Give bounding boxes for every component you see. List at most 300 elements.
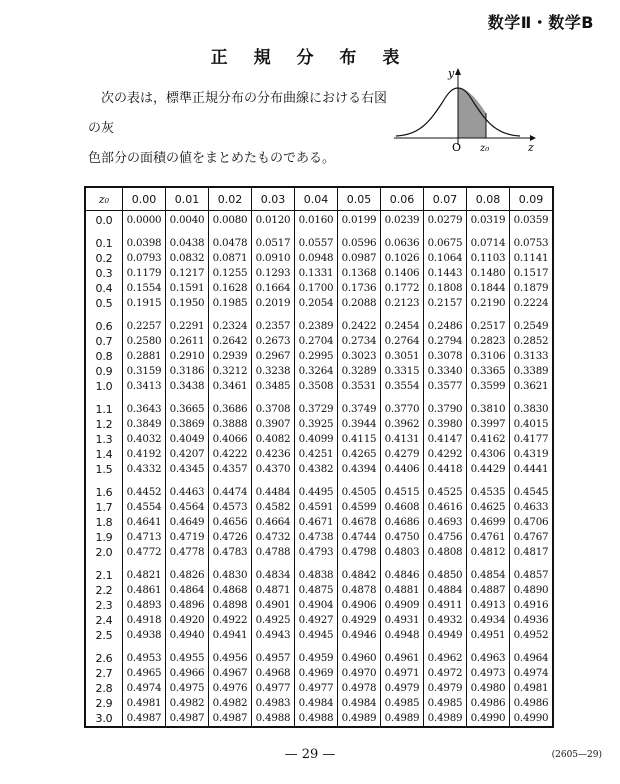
value-cell: 0.1808 <box>424 281 467 296</box>
value-cell: 0.3438 <box>166 379 209 394</box>
value-cell: 0.4990 <box>467 711 510 727</box>
value-cell: 0.4964 <box>510 643 554 666</box>
value-cell: 0.0948 <box>295 251 338 266</box>
value-cell: 0.3907 <box>252 417 295 432</box>
table-row <box>85 643 553 666</box>
value-cell: 0.4981 <box>123 696 166 711</box>
value-cell: 0.2517 <box>467 311 510 334</box>
value-cell: 0.4940 <box>166 628 209 643</box>
origin-label: O <box>452 141 462 154</box>
value-cell: 0.4986 <box>467 696 510 711</box>
z0-cell: 0.0 <box>85 211 123 229</box>
value-cell: 0.0517 <box>252 228 295 251</box>
z0-cell: 0.4 <box>85 281 123 296</box>
table-row <box>85 349 553 364</box>
value-cell: 0.3413 <box>123 379 166 394</box>
table-row <box>85 583 553 598</box>
value-cell: 0.3315 <box>381 364 424 379</box>
value-cell: 0.4306 <box>467 447 510 462</box>
value-cell: 0.4761 <box>467 530 510 545</box>
value-cell: 0.4664 <box>252 515 295 530</box>
value-cell: 0.0438 <box>166 228 209 251</box>
table-header-row <box>85 187 553 211</box>
column-header: 0.05 <box>338 187 381 211</box>
value-cell: 0.4599 <box>338 500 381 515</box>
value-cell: 0.1700 <box>295 281 338 296</box>
value-cell: 0.1915 <box>123 296 166 311</box>
value-cell: 0.4251 <box>295 447 338 462</box>
value-cell: 0.4830 <box>209 560 252 583</box>
value-cell: 0.4868 <box>209 583 252 598</box>
table-row <box>85 477 553 500</box>
value-cell: 0.4978 <box>338 681 381 696</box>
value-cell: 0.2910 <box>166 349 209 364</box>
table-row <box>85 417 553 432</box>
value-cell: 0.4671 <box>295 515 338 530</box>
table-row <box>85 211 553 229</box>
table-row <box>85 394 553 417</box>
value-cell: 0.4976 <box>209 681 252 696</box>
value-cell: 0.4115 <box>338 432 381 447</box>
z0-cell: 1.0 <box>85 379 123 394</box>
value-cell: 0.4222 <box>209 447 252 462</box>
value-cell: 0.4951 <box>467 628 510 643</box>
value-cell: 0.2324 <box>209 311 252 334</box>
value-cell: 0.4192 <box>123 447 166 462</box>
value-cell: 0.0753 <box>510 228 554 251</box>
value-cell: 0.4484 <box>252 477 295 500</box>
value-cell: 0.4535 <box>467 477 510 500</box>
subject-header: 数学Ⅱ・数学B <box>487 13 594 32</box>
table-row <box>85 266 553 281</box>
value-cell: 0.4949 <box>424 628 467 643</box>
value-cell: 0.4826 <box>166 560 209 583</box>
value-cell: 0.3749 <box>338 394 381 417</box>
z0-cell: 0.9 <box>85 364 123 379</box>
value-cell: 0.4927 <box>295 613 338 628</box>
value-cell: 0.2823 <box>467 334 510 349</box>
value-cell: 0.2580 <box>123 334 166 349</box>
table-row <box>85 334 553 349</box>
z0-cell: 2.6 <box>85 643 123 666</box>
value-cell: 0.3577 <box>424 379 467 394</box>
value-cell: 0.4959 <box>295 643 338 666</box>
value-cell: 0.1844 <box>467 281 510 296</box>
z0-cell: 1.6 <box>85 477 123 500</box>
value-cell: 0.4918 <box>123 613 166 628</box>
value-cell: 0.4783 <box>209 545 252 560</box>
value-cell: 0.4931 <box>381 613 424 628</box>
value-cell: 0.4834 <box>252 560 295 583</box>
value-cell: 0.3078 <box>424 349 467 364</box>
value-cell: 0.2995 <box>295 349 338 364</box>
value-cell: 0.0160 <box>295 211 338 229</box>
value-cell: 0.2549 <box>510 311 554 334</box>
value-cell: 0.3289 <box>338 364 381 379</box>
value-cell: 0.3830 <box>510 394 554 417</box>
table-row <box>85 681 553 696</box>
value-cell: 0.3643 <box>123 394 166 417</box>
value-cell: 0.1591 <box>166 281 209 296</box>
value-cell: 0.1443 <box>424 266 467 281</box>
value-cell: 0.0239 <box>381 211 424 229</box>
value-cell: 0.4641 <box>123 515 166 530</box>
value-cell: 0.1026 <box>381 251 424 266</box>
z0-cell: 0.3 <box>85 266 123 281</box>
y-axis-label: y <box>448 67 455 80</box>
value-cell: 0.3508 <box>295 379 338 394</box>
value-cell: 0.0714 <box>467 228 510 251</box>
value-cell: 0.3186 <box>166 364 209 379</box>
value-cell: 0.3790 <box>424 394 467 417</box>
z0-cell: 0.7 <box>85 334 123 349</box>
value-cell: 0.3340 <box>424 364 467 379</box>
value-cell: 0.4732 <box>252 530 295 545</box>
value-cell: 0.4573 <box>209 500 252 515</box>
value-cell: 0.4989 <box>424 711 467 727</box>
value-cell: 0.4032 <box>123 432 166 447</box>
value-cell: 0.4686 <box>381 515 424 530</box>
description <box>88 84 388 174</box>
value-cell: 0.1517 <box>510 266 554 281</box>
value-cell: 0.3159 <box>123 364 166 379</box>
value-cell: 0.4812 <box>467 545 510 560</box>
z0-cell: 1.2 <box>85 417 123 432</box>
value-cell: 0.3133 <box>510 349 554 364</box>
z0-cell: 1.5 <box>85 462 123 477</box>
table-row <box>85 447 553 462</box>
description-line-1: 次の表は，標準正規分布の分布曲線における右図の灰 <box>88 91 388 136</box>
value-cell: 0.1217 <box>166 266 209 281</box>
value-cell: 0.4981 <box>510 681 554 696</box>
value-cell: 0.2291 <box>166 311 209 334</box>
value-cell: 0.3365 <box>467 364 510 379</box>
normal-distribution-figure <box>390 65 540 155</box>
value-cell: 0.1406 <box>381 266 424 281</box>
value-cell: 0.1664 <box>252 281 295 296</box>
value-cell: 0.2019 <box>252 296 295 311</box>
table-row <box>85 432 553 447</box>
table-row <box>85 598 553 613</box>
value-cell: 0.0199 <box>338 211 381 229</box>
table-row <box>85 628 553 643</box>
value-cell: 0.4957 <box>252 643 295 666</box>
value-cell: 0.4803 <box>381 545 424 560</box>
value-cell: 0.2190 <box>467 296 510 311</box>
value-cell: 0.0120 <box>252 211 295 229</box>
value-cell: 0.4279 <box>381 447 424 462</box>
value-cell: 0.4429 <box>467 462 510 477</box>
value-cell: 0.4418 <box>424 462 467 477</box>
value-cell: 0.4564 <box>166 500 209 515</box>
value-cell: 0.4896 <box>166 598 209 613</box>
value-cell: 0.3621 <box>510 379 554 394</box>
value-cell: 0.4265 <box>338 447 381 462</box>
value-cell: 0.4846 <box>381 560 424 583</box>
value-cell: 0.4857 <box>510 560 554 583</box>
column-header: 0.08 <box>467 187 510 211</box>
value-cell: 0.4049 <box>166 432 209 447</box>
value-cell: 0.4864 <box>166 583 209 598</box>
value-cell: 0.0080 <box>209 211 252 229</box>
value-cell: 0.4616 <box>424 500 467 515</box>
z0-cell: 2.8 <box>85 681 123 696</box>
value-cell: 0.4808 <box>424 545 467 560</box>
table-row <box>85 228 553 251</box>
value-cell: 0.1480 <box>467 266 510 281</box>
shaded-area <box>458 88 486 138</box>
value-cell: 0.2357 <box>252 311 295 334</box>
value-cell: 0.4961 <box>381 643 424 666</box>
value-cell: 0.2967 <box>252 349 295 364</box>
value-cell: 0.3944 <box>338 417 381 432</box>
value-cell: 0.0675 <box>424 228 467 251</box>
z0-label: z₀ <box>480 143 490 154</box>
value-cell: 0.4177 <box>510 432 554 447</box>
z0-cell: 2.9 <box>85 696 123 711</box>
value-cell: 0.4938 <box>123 628 166 643</box>
value-cell: 0.4906 <box>338 598 381 613</box>
z0-cell: 1.9 <box>85 530 123 545</box>
value-cell: 0.0478 <box>209 228 252 251</box>
description-line-2: 色部分の面積の値をまとめたものである。 <box>88 151 336 166</box>
value-cell: 0.4983 <box>252 696 295 711</box>
table-row <box>85 379 553 394</box>
table-row <box>85 462 553 477</box>
value-cell: 0.4932 <box>424 613 467 628</box>
value-cell: 0.4332 <box>123 462 166 477</box>
table-row <box>85 296 553 311</box>
value-cell: 0.3962 <box>381 417 424 432</box>
value-cell: 0.4713 <box>123 530 166 545</box>
value-cell: 0.4960 <box>338 643 381 666</box>
value-cell: 0.4525 <box>424 477 467 500</box>
value-cell: 0.4989 <box>338 711 381 727</box>
value-cell: 0.4975 <box>166 681 209 696</box>
value-cell: 0.4207 <box>166 447 209 462</box>
value-cell: 0.2734 <box>338 334 381 349</box>
value-cell: 0.4968 <box>252 666 295 681</box>
value-cell: 0.1985 <box>209 296 252 311</box>
value-cell: 0.3849 <box>123 417 166 432</box>
value-cell: 0.4982 <box>209 696 252 711</box>
value-cell: 0.4066 <box>209 432 252 447</box>
value-cell: 0.4893 <box>123 598 166 613</box>
value-cell: 0.0359 <box>510 211 554 229</box>
value-cell: 0.4505 <box>338 477 381 500</box>
value-cell: 0.1293 <box>252 266 295 281</box>
value-cell: 0.0000 <box>123 211 166 229</box>
value-cell: 0.1554 <box>123 281 166 296</box>
value-cell: 0.4881 <box>381 583 424 598</box>
table-row <box>85 711 553 727</box>
value-cell: 0.2054 <box>295 296 338 311</box>
value-cell: 0.4887 <box>467 583 510 598</box>
value-cell: 0.4750 <box>381 530 424 545</box>
table-row <box>85 613 553 628</box>
z0-cell: 1.7 <box>85 500 123 515</box>
value-cell: 0.3023 <box>338 349 381 364</box>
value-cell: 0.2422 <box>338 311 381 334</box>
value-cell: 0.3238 <box>252 364 295 379</box>
value-cell: 0.4936 <box>510 613 554 628</box>
z0-cell: 2.5 <box>85 628 123 643</box>
column-header: 0.04 <box>295 187 338 211</box>
value-cell: 0.3106 <box>467 349 510 364</box>
value-cell: 0.3461 <box>209 379 252 394</box>
value-cell: 0.4608 <box>381 500 424 515</box>
value-cell: 0.4979 <box>424 681 467 696</box>
value-cell: 0.3997 <box>467 417 510 432</box>
value-cell: 0.4370 <box>252 462 295 477</box>
value-cell: 0.4406 <box>381 462 424 477</box>
value-cell: 0.4969 <box>295 666 338 681</box>
table-row <box>85 530 553 545</box>
value-cell: 0.1141 <box>510 251 554 266</box>
value-cell: 0.4955 <box>166 643 209 666</box>
column-header: 0.00 <box>123 187 166 211</box>
value-cell: 0.4554 <box>123 500 166 515</box>
value-cell: 0.4778 <box>166 545 209 560</box>
value-cell: 0.0636 <box>381 228 424 251</box>
z0-cell: 0.5 <box>85 296 123 311</box>
value-cell: 0.3554 <box>381 379 424 394</box>
value-cell: 0.4985 <box>424 696 467 711</box>
value-cell: 0.3389 <box>510 364 554 379</box>
value-cell: 0.4875 <box>295 583 338 598</box>
value-cell: 0.4015 <box>510 417 554 432</box>
table-row <box>85 560 553 583</box>
value-cell: 0.4911 <box>424 598 467 613</box>
value-cell: 0.4850 <box>424 560 467 583</box>
value-cell: 0.4980 <box>467 681 510 696</box>
value-cell: 0.0279 <box>424 211 467 229</box>
value-cell: 0.4904 <box>295 598 338 613</box>
value-cell: 0.1179 <box>123 266 166 281</box>
value-cell: 0.0832 <box>166 251 209 266</box>
value-cell: 0.4842 <box>338 560 381 583</box>
value-cell: 0.3810 <box>467 394 510 417</box>
value-cell: 0.2794 <box>424 334 467 349</box>
value-cell: 0.0910 <box>252 251 295 266</box>
value-cell: 0.4463 <box>166 477 209 500</box>
value-cell: 0.2642 <box>209 334 252 349</box>
value-cell: 0.4545 <box>510 477 554 500</box>
z0-cell: 3.0 <box>85 711 123 727</box>
value-cell: 0.4793 <box>295 545 338 560</box>
z0-cell: 2.7 <box>85 666 123 681</box>
value-cell: 0.3869 <box>166 417 209 432</box>
value-cell: 0.0319 <box>467 211 510 229</box>
value-cell: 0.4693 <box>424 515 467 530</box>
value-cell: 0.4989 <box>381 711 424 727</box>
value-cell: 0.4979 <box>381 681 424 696</box>
value-cell: 0.4726 <box>209 530 252 545</box>
page-title: 正 規 分 布 表 <box>210 48 410 68</box>
value-cell: 0.4861 <box>123 583 166 598</box>
value-cell: 0.4147 <box>424 432 467 447</box>
value-cell: 0.4744 <box>338 530 381 545</box>
value-cell: 0.4920 <box>166 613 209 628</box>
value-cell: 0.4941 <box>209 628 252 643</box>
value-cell: 0.0596 <box>338 228 381 251</box>
value-cell: 0.4982 <box>166 696 209 711</box>
value-cell: 0.0987 <box>338 251 381 266</box>
value-cell: 0.1255 <box>209 266 252 281</box>
value-cell: 0.4984 <box>338 696 381 711</box>
value-cell: 0.4972 <box>424 666 467 681</box>
value-cell: 0.4934 <box>467 613 510 628</box>
value-cell: 0.4382 <box>295 462 338 477</box>
value-cell: 0.4495 <box>295 477 338 500</box>
value-cell: 0.2257 <box>123 311 166 334</box>
value-cell: 0.4890 <box>510 583 554 598</box>
table-row <box>85 311 553 334</box>
value-cell: 0.1736 <box>338 281 381 296</box>
value-cell: 0.4990 <box>510 711 554 727</box>
value-cell: 0.3531 <box>338 379 381 394</box>
value-cell: 0.4967 <box>209 666 252 681</box>
value-cell: 0.4901 <box>252 598 295 613</box>
value-cell: 0.4515 <box>381 477 424 500</box>
table-row <box>85 364 553 379</box>
value-cell: 0.4838 <box>295 560 338 583</box>
value-cell: 0.4988 <box>252 711 295 727</box>
value-cell: 0.4966 <box>166 666 209 681</box>
exam-code: (2605—29) <box>551 750 602 760</box>
value-cell: 0.1064 <box>424 251 467 266</box>
normal-distribution-table <box>84 186 554 728</box>
table-row <box>85 545 553 560</box>
value-cell: 0.4871 <box>252 583 295 598</box>
z0-cell: 0.6 <box>85 311 123 334</box>
value-cell: 0.4345 <box>166 462 209 477</box>
table-row <box>85 500 553 515</box>
value-cell: 0.4767 <box>510 530 554 545</box>
value-cell: 0.4913 <box>467 598 510 613</box>
value-cell: 0.4854 <box>467 560 510 583</box>
column-header: 0.07 <box>424 187 467 211</box>
value-cell: 0.4633 <box>510 500 554 515</box>
value-cell: 0.4962 <box>424 643 467 666</box>
value-cell: 0.4925 <box>252 613 295 628</box>
value-cell: 0.4953 <box>123 643 166 666</box>
value-cell: 0.3264 <box>295 364 338 379</box>
value-cell: 0.4649 <box>166 515 209 530</box>
z0-cell: 1.8 <box>85 515 123 530</box>
value-cell: 0.4898 <box>209 598 252 613</box>
value-cell: 0.4985 <box>381 696 424 711</box>
table-row <box>85 666 553 681</box>
value-cell: 0.4678 <box>338 515 381 530</box>
value-cell: 0.4772 <box>123 545 166 560</box>
value-cell: 0.4943 <box>252 628 295 643</box>
value-cell: 0.4357 <box>209 462 252 477</box>
value-cell: 0.4987 <box>123 711 166 727</box>
value-cell: 0.2764 <box>381 334 424 349</box>
value-cell: 0.4986 <box>510 696 554 711</box>
value-cell: 0.2486 <box>424 311 467 334</box>
value-cell: 0.1628 <box>209 281 252 296</box>
value-cell: 0.2673 <box>252 334 295 349</box>
z0-cell: 2.3 <box>85 598 123 613</box>
z-axis-label: z <box>528 141 534 154</box>
value-cell: 0.2454 <box>381 311 424 334</box>
value-cell: 0.4948 <box>381 628 424 643</box>
value-cell: 0.3729 <box>295 394 338 417</box>
column-header: 0.02 <box>209 187 252 211</box>
z0-cell: 1.3 <box>85 432 123 447</box>
